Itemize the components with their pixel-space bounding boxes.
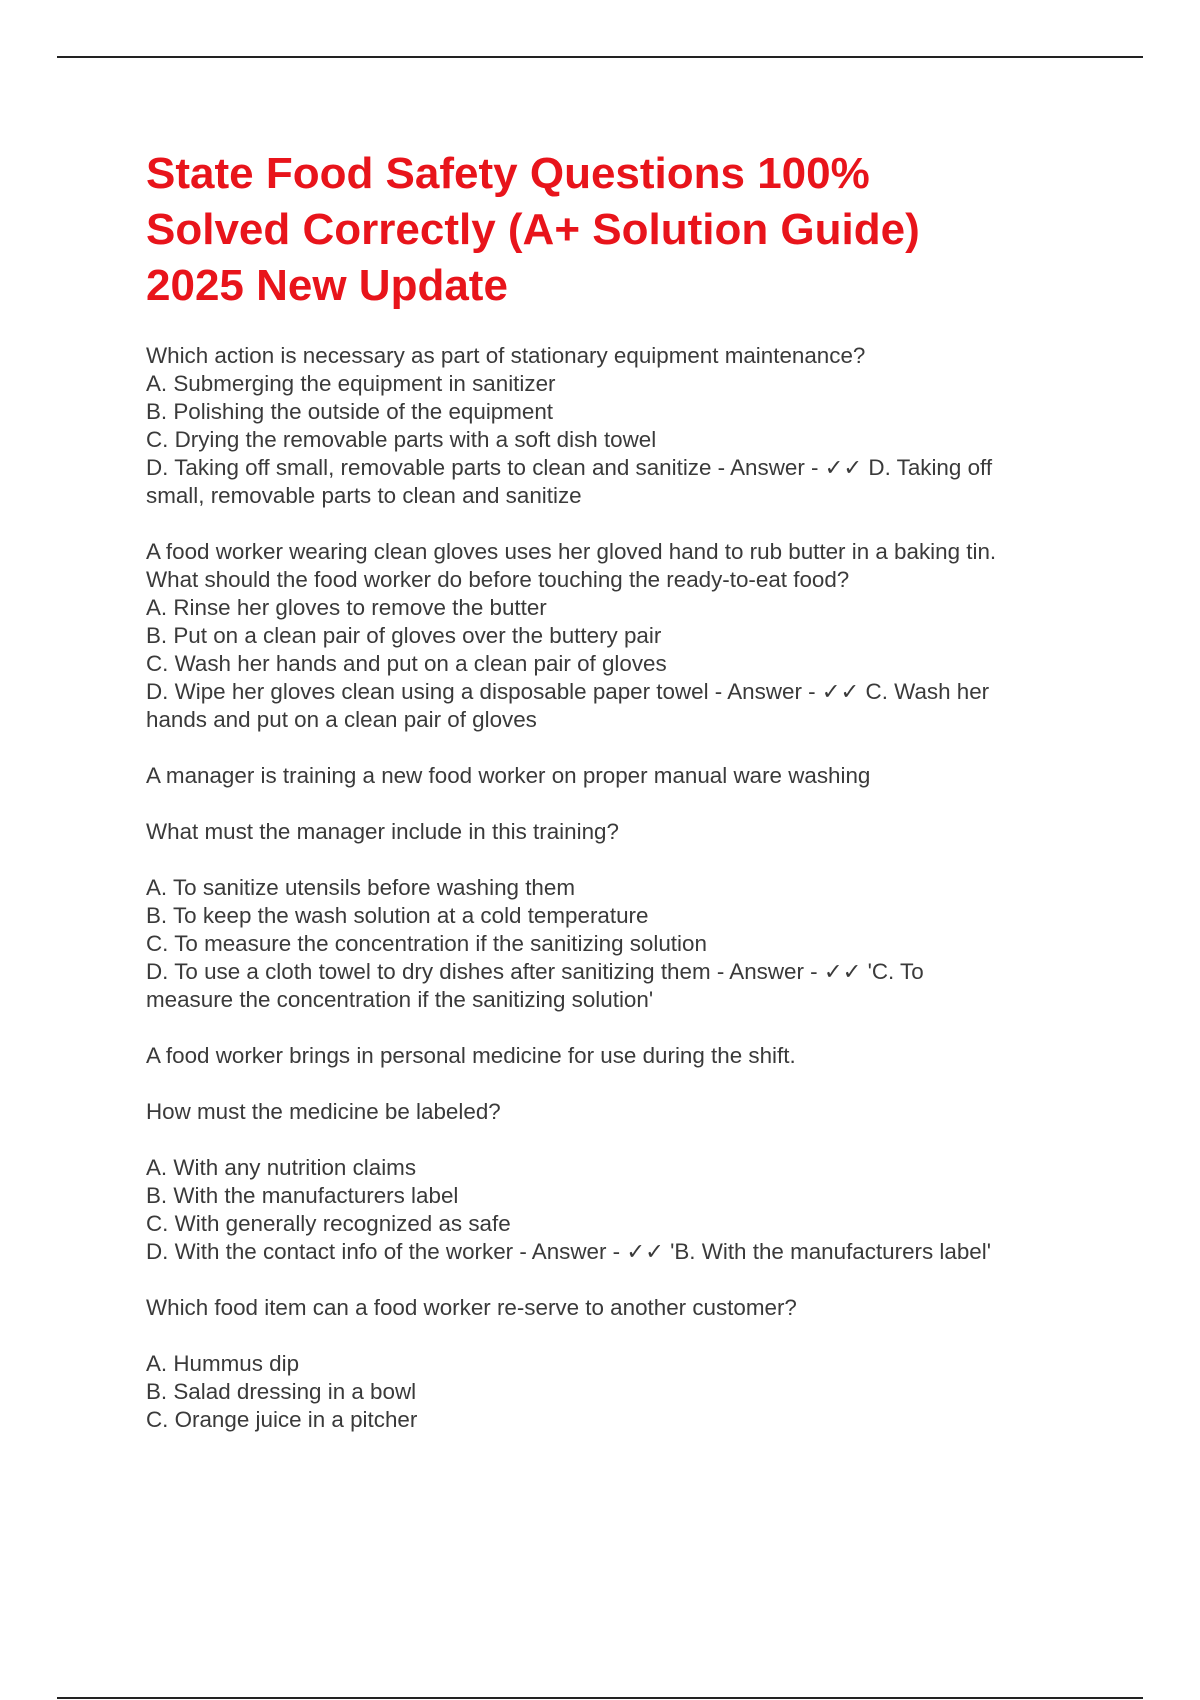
- answer-option: C. Orange juice in a pitcher: [146, 1407, 418, 1432]
- question-text: Which food item can a food worker re-serve to another customer?: [146, 1295, 797, 1320]
- spacer: [146, 790, 1086, 818]
- answer-option: A. Rinse her gloves to remove the butter: [146, 595, 547, 620]
- answer-key-line: hands and put on a clean pair of gloves: [146, 707, 537, 732]
- answer-option: C. With generally recognized as safe: [146, 1211, 511, 1236]
- answer-option: C. Drying the removable parts with a soft dish towel: [146, 427, 657, 452]
- title-line: State Food Safety Questions 100%: [146, 149, 870, 198]
- answer-key-line: D. With the contact info of the worker - Answer - ✓✓ 'B. With the manufacturers label': [146, 1239, 991, 1264]
- answer-option: A. Hummus dip: [146, 1351, 300, 1376]
- document-title: [146, 146, 1086, 314]
- spacer: [146, 846, 1086, 874]
- question-text: A food worker wearing clean gloves uses her gloved hand to rub butter in a baking tin.: [146, 539, 997, 564]
- question-block: [146, 538, 1086, 734]
- question-text: What should the food worker do before touching the ready-to-eat food?: [146, 567, 850, 592]
- answer-key-line: small, removable parts to clean and sanitize: [146, 483, 582, 508]
- title-line: Solved Correctly (A+ Solution Guide): [146, 205, 920, 254]
- answer-option: A. With any nutrition claims: [146, 1155, 417, 1180]
- answer-key-line: measure the concentration if the sanitizing solution': [146, 987, 654, 1012]
- answer-option: A. To sanitize utensils before washing them: [146, 875, 575, 900]
- question-intro: A food worker brings in personal medicine for use during the shift.: [146, 1043, 796, 1068]
- question-intro: A manager is training a new food worker on proper manual ware washing: [146, 763, 871, 788]
- document-content: [146, 146, 1086, 1462]
- answer-option: C. To measure the concentration if the sanitizing solution: [146, 931, 707, 956]
- answer-option: B. Polishing the outside of the equipment: [146, 399, 554, 424]
- question-block: [146, 1042, 1086, 1266]
- question-text: What must the manager include in this training?: [146, 819, 619, 844]
- question-block: [146, 762, 1086, 1014]
- question-text: Which action is necessary as part of stationary equipment maintenance?: [146, 343, 866, 368]
- title-line: 2025 New Update: [146, 261, 508, 310]
- answer-key-line: D. Wipe her gloves clean using a disposable paper towel - Answer - ✓✓ C. Wash her: [146, 679, 990, 704]
- answer-option: B. With the manufacturers label: [146, 1183, 459, 1208]
- answer-option: B. To keep the wash solution at a cold temperature: [146, 903, 649, 928]
- spacer: [146, 1126, 1086, 1154]
- question-text: How must the medicine be labeled?: [146, 1099, 501, 1124]
- question-block: [146, 1294, 1086, 1434]
- footer-rule: [57, 1697, 1143, 1699]
- answer-key-line: D. Taking off small, removable parts to clean and sanitize - Answer - ✓✓ D. Taking off: [146, 455, 993, 480]
- answer-key-line: D. To use a cloth towel to dry dishes after sanitizing them - Answer - ✓✓ 'C. To: [146, 959, 924, 984]
- answer-option: A. Submerging the equipment in sanitizer: [146, 371, 556, 396]
- spacer: [146, 1070, 1086, 1098]
- spacer: [146, 1322, 1086, 1350]
- question-block: [146, 342, 1086, 510]
- header-rule: [57, 56, 1143, 58]
- answer-option: B. Put on a clean pair of gloves over the buttery pair: [146, 623, 662, 648]
- answer-option: B. Salad dressing in a bowl: [146, 1379, 417, 1404]
- answer-option: C. Wash her hands and put on a clean pair of gloves: [146, 651, 667, 676]
- question-list: [146, 342, 1086, 1434]
